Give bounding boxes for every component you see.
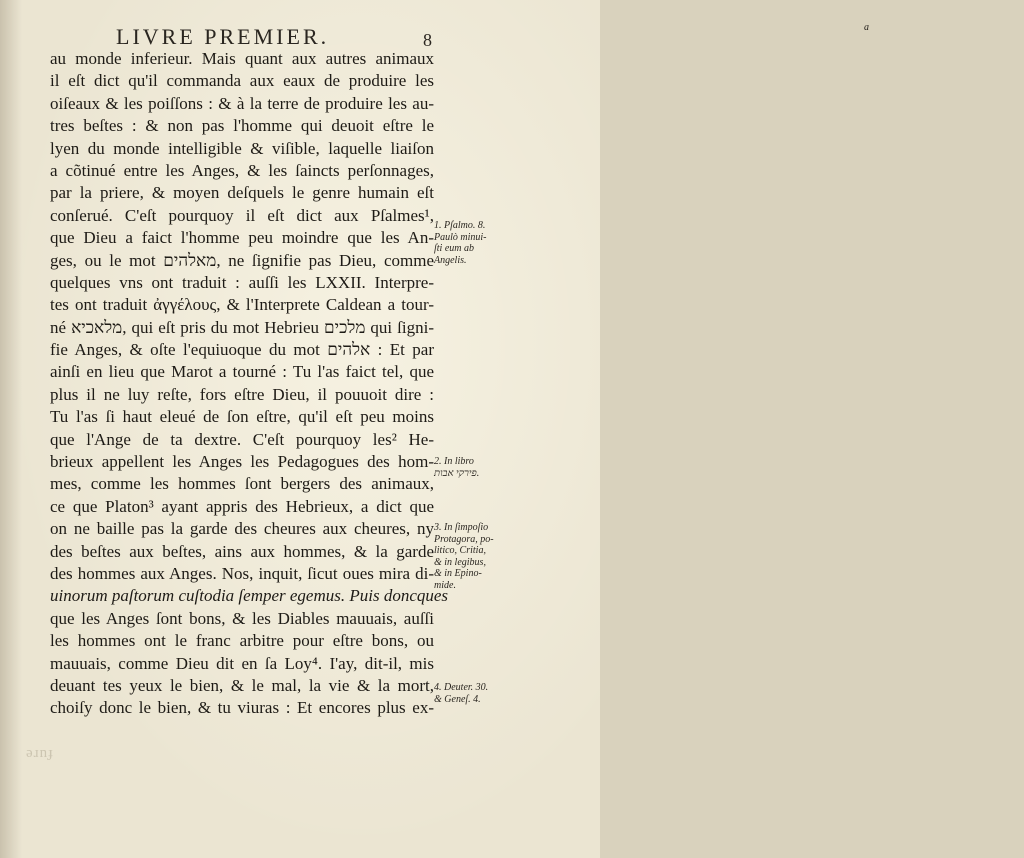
text-line: on ne baille pas la garde des cheures aux cheures, ny [50,519,434,539]
text-line: ges, ou le mot מאלהים, ne ſignifie pas Dieu, comme [50,250,434,270]
margin-note-2: 2. In libro פירקי אבות. [434,456,480,479]
text-line: par la priere, & moyen deſquels le genre humain eſt [50,183,434,203]
text-line: choiſy donc le bien, & tu viuras : Et encores plus ex- [50,698,434,718]
text-line: des hommes aux Anges. Nos, inquit, ſicut oues mira di- [50,563,434,583]
margin-note-3: 3. In ſimpoſio Protagora, po- litico, Critia, & in legibus, & in Epino- mide. [434,522,494,591]
main-text-block [50,48,449,720]
margin-note-1: 1. Pſalmo. 8. Paulò minui- ſti eum ab Angelis. [434,220,487,266]
text-line: tres beſtes : & non pas l'homme qui deuoit eſtre le [50,116,434,136]
catchword: a [864,22,869,33]
text-line: ce que Platon³ ayant appris des Hebrieux, a dict que [50,496,434,516]
text-line: au monde inferieur. Mais quant aux autres animaux [50,49,434,68]
text-line: deuant tes yeux le bien, & le mal, la vie & la mort, [50,675,434,695]
text-line: fie Anges, & oſte l'equiuoque du mot אלהים : Et par [50,340,434,360]
gutter-shadow [0,0,22,858]
text-line: que l'Ange de ta dextre. C'eſt pourquoy les² He- [50,429,434,449]
text-line: oiſeaux & les poiſſons : & à la terre de produire les au- [50,93,434,113]
text-line: Tu l'as ſi haut eleué de ſon eſtre, qu'il eſt peu moins [50,407,434,427]
page-number: 8 [423,30,432,50]
text-line: mauuais, comme Dieu dit en ſa Loy⁴. I'ay, dit-il, mis [50,653,434,673]
text-line: que Dieu a faict l'homme peu moindre que les An- [50,228,434,248]
text-line: il eſt dict qu'il commanda aux eaux de produire les [50,71,434,91]
text-line: brieux appellent les Anges les Pedagogues des hom- [50,452,434,472]
text-line: a cõtinué entre les Anges, & les ſaincts perſonnages, [50,160,434,180]
running-title: LIVRE PREMIER. [116,24,330,49]
show-through-text: ǝɹnɟ [26,745,55,761]
text-line: quelques vns ont traduit : auſſi les LXXII. Interpre- [50,272,434,292]
text-line-italic: uinorum paſtorum cuſtodia ſemper egemus. Puis doncques [50,586,449,606]
text-line: plus il ne luy reſte, fors eſtre Dieu, il pouuoit dire : [50,384,434,404]
text-line: conſerué. C'eſt pourquoy il eſt dict aux Pſalmes¹, [50,205,434,225]
margin-note-4: 4. Deuter. 30. & Geneſ. 4. [434,682,489,705]
text-line: né מלאכיא, qui eſt pris du mot Hebrieu מלכים qui ſigni- [50,317,434,337]
text-line: lyen du monde intelligible & viſible, laquelle liaiſon [50,138,434,158]
text-line: tes ont traduit ἀγγέλους, & l'Interprete Caldean a tour- [50,295,434,315]
text-line: mes, comme les hommes ſont bergers des animaux, [50,474,434,494]
text-line: que les Anges ſont bons, & les Diables mauuais, auſſi [50,608,434,628]
text-line: les hommes ont le franc arbitre pour eſtre bons, ou [50,631,434,651]
text-line: des beſtes aux beſtes, ains aux hommes, & la garde [50,541,434,561]
text-line: ainſi en lieu que Marot a tourné : Tu l'as faict tel, que [50,362,434,382]
